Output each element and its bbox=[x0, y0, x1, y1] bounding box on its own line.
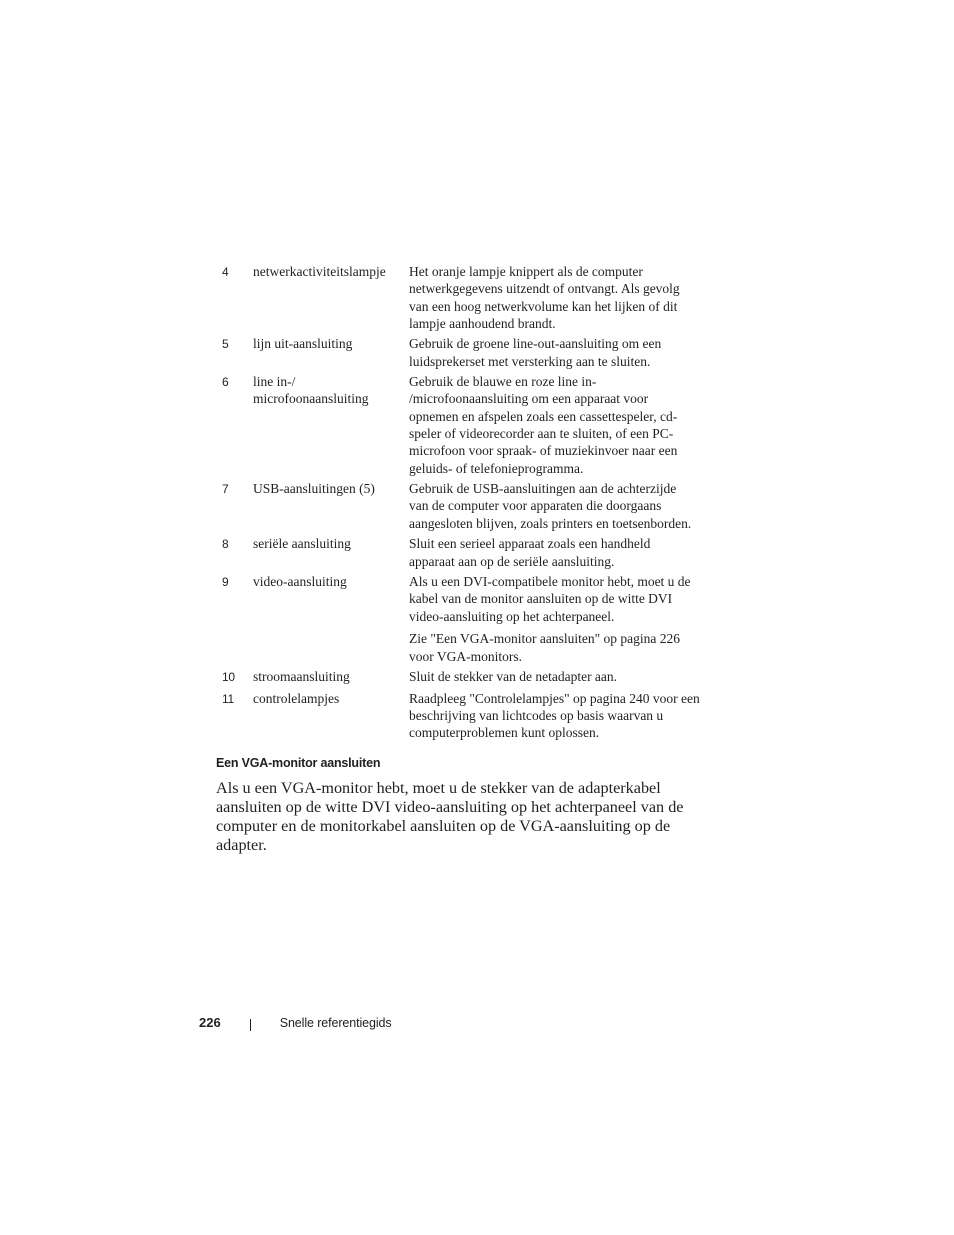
connector-name: netwerkactiviteitslampje bbox=[253, 264, 386, 279]
connector-description bbox=[409, 573, 721, 665]
table-row bbox=[222, 535, 722, 570]
table-row bbox=[222, 263, 722, 332]
footer-divider bbox=[250, 1019, 251, 1031]
row-number: 5 bbox=[222, 337, 229, 352]
table-row bbox=[222, 668, 722, 686]
table-row bbox=[222, 335, 722, 370]
connector-description bbox=[409, 535, 721, 570]
connector-description bbox=[409, 668, 721, 686]
page-footer bbox=[199, 1015, 392, 1030]
description-paragraph: Sluit een serieel apparaat zoals een handheld apparaat aan op de seriële aansluiting. bbox=[409, 536, 651, 569]
row-number: 11 bbox=[222, 691, 234, 706]
row-number: 4 bbox=[222, 265, 229, 279]
row-number: 9 bbox=[222, 574, 229, 589]
connector-name: video-aansluiting bbox=[253, 573, 347, 589]
row-number: 8 bbox=[222, 537, 229, 552]
table-row bbox=[222, 373, 722, 477]
connector-description bbox=[409, 480, 721, 532]
section-heading: Een VGA-monitor aansluiten bbox=[216, 756, 381, 770]
connector-name: USB-aansluitingen (5) bbox=[253, 481, 375, 497]
row-number: 7 bbox=[222, 482, 229, 497]
description-paragraph: Gebruik de blauwe en roze line in- /microfoonaansluiting om een apparaat voor opnemen en afspelen zoals een cassettespeler, cd- speler of videorecorder aan te sluiten, of een PC- microfoon voor spraak- of muziekinvoer naar een geluids- of telefonieprogramma. bbox=[409, 374, 678, 476]
connector-name: line in-/ microfoonaansluiting bbox=[253, 374, 369, 407]
row-number: 6 bbox=[222, 375, 229, 390]
page-number: 226 bbox=[199, 1015, 221, 1030]
connector-table bbox=[222, 263, 722, 742]
connector-description bbox=[409, 690, 721, 742]
connector-name: seriële aansluiting bbox=[253, 536, 351, 552]
connector-description bbox=[409, 373, 721, 477]
description-paragraph: Gebruik de USB-aansluitingen aan de achterzijde van de computer voor apparaten die doorgaans aangesloten blijven, zoals printers en toetsenborden. bbox=[409, 481, 692, 531]
description-paragraph: Raadpleeg "Controlelampjes" op pagina 240 voor een beschrijving van lichtcodes op basis waarvan u computerproblemen kunt oplossen. bbox=[409, 690, 700, 741]
connector-description bbox=[409, 335, 721, 370]
table-row bbox=[222, 480, 722, 532]
connector-description bbox=[409, 263, 721, 332]
description-paragraph: Sluit de stekker van de netadapter aan. bbox=[409, 669, 618, 685]
connector-name: lijn uit-aansluiting bbox=[253, 336, 353, 352]
description-paragraph: Het oranje lampje knippert als de computer netwerkgegevens uitzendt of ontvangt. Als gevolg van een hoog netwerkvolume kan het lijken of dit lampje aanhoudend brandt. bbox=[409, 264, 680, 331]
table-row bbox=[222, 573, 722, 665]
connector-name: stroomaansluiting bbox=[253, 669, 350, 685]
description-paragraph: Gebruik de groene line-out-aansluiting om een luidsprekerset met versterking aan te sluiten. bbox=[409, 336, 662, 369]
connector-name: controlelampjes bbox=[253, 690, 340, 706]
table-row bbox=[222, 690, 722, 742]
body-paragraph: Als u een VGA-monitor hebt, moet u de stekker van de adapterkabel aansluiten op de witte DVI video-aansluiting op het achterpaneel van de computer en de monitorkabel aansluiten op de VGA-aansluiting op de adapter. bbox=[216, 779, 684, 854]
footer-title: Snelle referentiegids bbox=[279, 1015, 392, 1030]
description-paragraph: Als u een DVI-compatibele monitor hebt, moet u de kabel van de monitor aansluiten op de witte DVI video-aansluiting op het achterpaneel. bbox=[409, 573, 691, 624]
row-number: 10 bbox=[222, 670, 235, 685]
description-paragraph: Zie "Een VGA-monitor aansluiten" op pagina 226 voor VGA-monitors. bbox=[409, 631, 680, 664]
